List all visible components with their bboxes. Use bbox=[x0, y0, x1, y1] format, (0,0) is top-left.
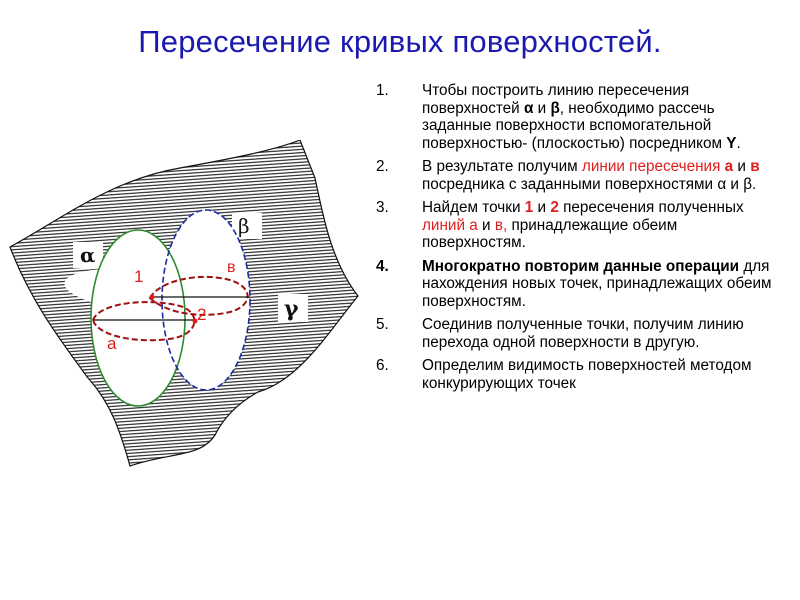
step-2: 2. В результате получим линии пересечения а и в посредника с заданными поверхностями α и β. bbox=[376, 158, 760, 193]
intersection-figure bbox=[0, 140, 370, 470]
slide-title: Пересечение кривых поверхностей. bbox=[138, 24, 662, 59]
step-5: 5. Соединив полученные точки, получим линию перехода одной поверхности в другую. bbox=[376, 316, 744, 351]
step-6: 6. Определим видимость поверхностей методом конкурирующих точек bbox=[376, 357, 752, 392]
label-alpha: α bbox=[80, 243, 96, 267]
surface-diagram bbox=[0, 140, 370, 470]
step-1: 1. Чтобы построить линию пересечения поверхностей α и β, необходимо рассечь заданные поверхности вспомогательной поверхностью- (плоскостью) посредником Y. bbox=[376, 82, 741, 152]
point-1 bbox=[150, 295, 155, 300]
step-3: 3. Найдем точки 1 и 2 пересечения полученных линий а и в, принадлежащие обеим поверхностям. bbox=[376, 199, 744, 251]
label-beta: β bbox=[238, 214, 250, 238]
label-2: 2 bbox=[197, 305, 207, 324]
label-1: 1 bbox=[134, 267, 144, 286]
label-gamma: γ bbox=[284, 296, 299, 322]
steps-list bbox=[372, 82, 772, 398]
label-a: а bbox=[107, 334, 117, 353]
step-4: 4. Многократно повторим данные операции для нахождения новых точек, принадлежащих обеим поверхностям. bbox=[376, 257, 772, 310]
label-v: в bbox=[227, 259, 236, 276]
